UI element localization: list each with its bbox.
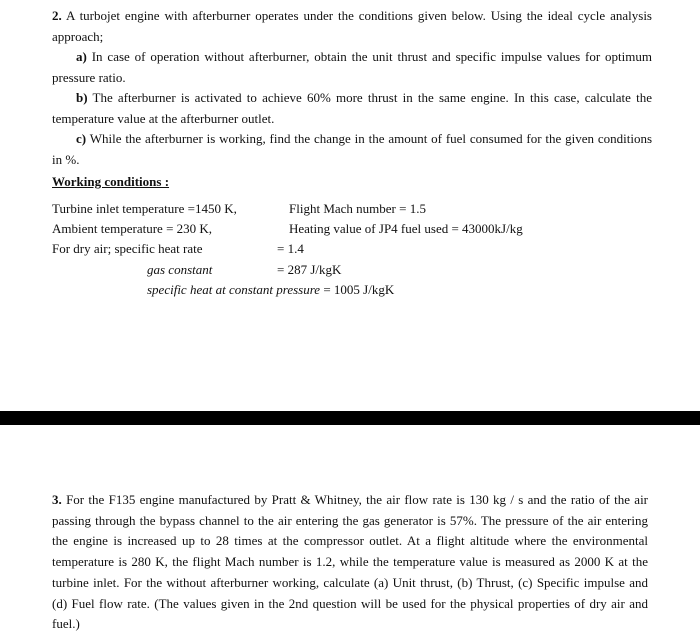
gas-constant-value: = 287 J/kgK <box>277 262 342 277</box>
question-2-intro-text: A turbojet engine with afterburner operates under the conditions given below. Using the ideal cycle analysis approach; <box>52 8 652 44</box>
page-divider <box>0 411 700 425</box>
ambient-temperature: Ambient temperature = 230 K, <box>52 221 213 236</box>
heating-value: Heating value of JP4 fuel used = 43000kJ/kg <box>289 221 523 236</box>
part-a-label: a) <box>76 49 87 64</box>
working-conditions-heading: Working conditions : <box>52 174 170 189</box>
question-3-text: For the F135 engine manufactured by Pratt & Whitney, the air flow rate is 130 kg / s and the ratio of the air passing through the bypass channel to the air entering the gas generator is 57%. The pressure of the air entering the engine is increased up to 28 times at the compressor outlet. At a flight altitude where the environmental temperature is 280 K, the flight Mach number is 1.2, while the temperature value is measured as 2000 K at the turbine inlet. For the without afterburner working, calculate (a) Unit thrust, (b) Thrust, (c) Specific impulse and (d) Fuel flow rate. (The values given in the 2nd question will be used for the physical properties of dry air and fuel.) <box>52 492 649 632</box>
dry-air-heat-rate-value: = 1.4 <box>277 241 304 256</box>
question-2-intro <box>52 6 652 47</box>
question-3 <box>52 490 648 635</box>
question-2-part-c <box>52 129 652 170</box>
specific-heat-row <box>147 281 394 299</box>
question-2-number: 2. <box>52 8 62 23</box>
part-b-text: The afterburner is activated to achieve 60% more thrust in the same engine. In this case, calculate the temperature value at the afterburner outlet. <box>52 90 652 126</box>
flight-mach-number: Flight Mach number = 1.5 <box>289 201 426 216</box>
gas-constant-label: gas constant <box>147 262 213 277</box>
question-3-paragraph <box>52 490 648 635</box>
part-b-label: b) <box>76 90 88 105</box>
part-a-text: In case of operation without afterburner, obtain the unit thrust and specific impulse values for optimum pressure ratio. <box>52 49 652 85</box>
specific-heat-value: = 1005 J/kgK <box>323 282 395 297</box>
question-2-part-b <box>52 88 652 129</box>
specific-heat-label: specific heat at constant pressure <box>147 282 321 297</box>
question-2-part-a <box>52 47 652 88</box>
turbine-inlet-temperature: Turbine inlet temperature =1450 K, <box>52 201 237 216</box>
question-2 <box>52 6 652 170</box>
part-c-label: c) <box>76 131 87 146</box>
question-3-number: 3. <box>52 492 62 507</box>
dry-air-heat-rate-label: For dry air; specific heat rate <box>52 241 203 256</box>
part-c-text: While the afterburner is working, find the change in the amount of fuel consumed for the given conditions in %. <box>52 131 653 167</box>
